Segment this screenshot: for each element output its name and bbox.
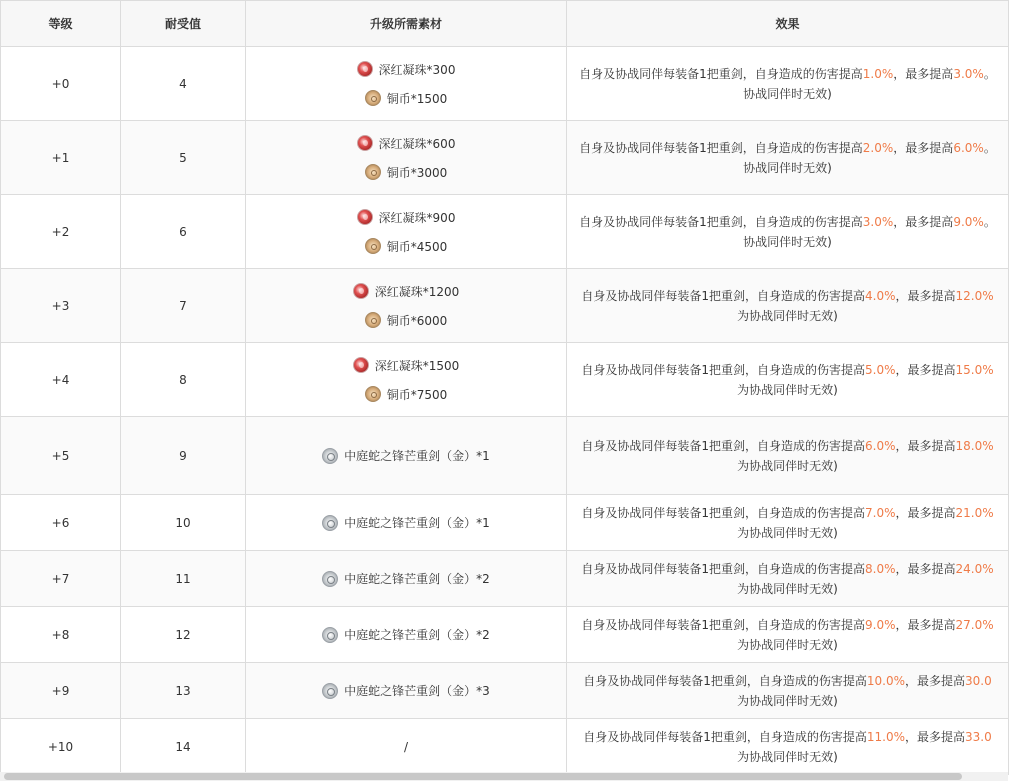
effect-max-value: 3.0% (953, 66, 984, 81)
material-label: 铜币*1500 (386, 91, 448, 106)
effect-max-value: 9.0% (953, 214, 984, 229)
material-label: 中庭蛇之锋芒重剑（金）*2 (344, 628, 490, 642)
level-cell: +3 (1, 269, 121, 343)
effect-text: 自身及协战同伴每装备1把重剑，自身造成的伤害提高 (583, 729, 867, 744)
effect-text: 自身及协战同伴每装备1把重剑，自身造成的伤害提高 (581, 561, 865, 576)
silver-sword-icon (322, 683, 338, 699)
effect-text: ，最多提高 (895, 438, 956, 453)
silver-sword-icon (322, 448, 338, 464)
effect-line-2: 协战同伴时无效) (743, 160, 832, 175)
level-cell: +7 (1, 551, 121, 607)
effect-text: ，最多提高 (893, 66, 954, 81)
table-row (1, 607, 1009, 663)
table-row (1, 719, 1009, 775)
header-materials: 升级所需素材 (246, 1, 567, 47)
material-item (250, 564, 562, 593)
header-tolerance: 耐受值 (121, 1, 246, 47)
effect-text: 自身及协战同伴每装备1把重剑，自身造成的伤害提高 (583, 673, 867, 688)
effect-text: ，最多提高 (895, 362, 956, 377)
materials-cell (246, 195, 567, 269)
effect-cell (567, 663, 1009, 719)
effect-cell (567, 343, 1009, 417)
material-item (250, 84, 562, 113)
effect-cell (567, 495, 1009, 551)
effect-max-value: 21.0% (955, 505, 994, 520)
effect-line-1 (571, 615, 1004, 635)
table-row (1, 47, 1009, 121)
level-cell: +1 (1, 121, 121, 195)
level-cell: +4 (1, 343, 121, 417)
materials-cell (246, 551, 567, 607)
tolerance-cell: 6 (121, 195, 246, 269)
table-row (1, 417, 1009, 495)
effect-text: ，最多提高 (895, 561, 956, 576)
effect-text: 。 (983, 66, 996, 81)
level-cell: +8 (1, 607, 121, 663)
table-row (1, 495, 1009, 551)
effect-value: 7.0% (865, 505, 896, 520)
tolerance-cell: 11 (121, 551, 246, 607)
effect-cell (567, 719, 1009, 775)
crimson-orb-icon (353, 357, 369, 373)
effect-value: 3.0% (862, 214, 894, 229)
effect-text: ，最多提高 (895, 505, 956, 520)
effect-text: 自身及协战同伴每装备1把重剑，自身造成的伤害提高 (581, 288, 865, 303)
effect-line-1 (571, 727, 1004, 747)
copper-coin-icon (365, 90, 381, 106)
materials-cell (246, 47, 567, 121)
effect-value: 1.0% (862, 66, 894, 81)
effect-line-1 (571, 360, 1004, 380)
material-item (250, 232, 562, 261)
level-cell: +5 (1, 417, 121, 495)
effect-line-1 (571, 212, 1004, 232)
effect-max-value: 27.0% (955, 617, 994, 632)
header-level: 等级 (1, 1, 121, 47)
material-label: 深红凝珠*300 (378, 62, 456, 77)
effect-text: ，最多提高 (905, 729, 966, 744)
effect-value: 4.0% (865, 288, 896, 303)
materials-cell (246, 495, 567, 551)
effect-line-2: 为协战同伴时无效) (737, 749, 838, 764)
effect-line-2: 为协战同伴时无效) (737, 637, 838, 652)
effect-value: 8.0% (865, 561, 896, 576)
effect-text: 自身及协战同伴每装备1把重剑，自身造成的伤害提高 (581, 362, 865, 377)
level-cell: +6 (1, 495, 121, 551)
tolerance-cell: 9 (121, 417, 246, 495)
effect-line-1 (571, 671, 1004, 691)
effect-text: 自身及协战同伴每装备1把重剑，自身造成的伤害提高 (581, 505, 865, 520)
effect-value: 9.0% (865, 617, 896, 632)
effect-cell (567, 47, 1009, 121)
table-row (1, 551, 1009, 607)
material-label: 中庭蛇之锋芒重剑（金）*1 (344, 449, 490, 463)
horizontal-scrollbar[interactable] (0, 772, 1008, 781)
tolerance-cell: 12 (121, 607, 246, 663)
effect-max-value: 30.0 (965, 673, 992, 688)
effect-text: ，最多提高 (893, 214, 954, 229)
effect-value: 6.0% (865, 438, 896, 453)
material-label: 深红凝珠*900 (378, 210, 456, 225)
effect-max-value: 6.0% (953, 140, 984, 155)
crimson-orb-icon (357, 61, 373, 77)
silver-sword-icon (322, 571, 338, 587)
copper-coin-icon (365, 386, 381, 402)
effect-line-2: 为协战同伴时无效) (737, 382, 838, 397)
effect-cell (567, 607, 1009, 663)
effect-text: 自身及协战同伴每装备1把重剑，自身造成的伤害提高 (579, 214, 863, 229)
crimson-orb-icon (357, 209, 373, 225)
header-effect: 效果 (567, 1, 1009, 47)
material-label: 铜币*6000 (386, 313, 448, 328)
table-row (1, 663, 1009, 719)
table-row (1, 269, 1009, 343)
material-label: / (403, 739, 409, 754)
effect-text: ，最多提高 (893, 140, 954, 155)
effect-line-1 (571, 64, 1004, 84)
material-label: 中庭蛇之锋芒重剑（金）*3 (344, 684, 490, 698)
material-item (250, 129, 562, 158)
material-item (250, 158, 562, 187)
effect-cell (567, 417, 1009, 495)
effect-text: 自身及协战同伴每装备1把重剑，自身造成的伤害提高 (581, 438, 865, 453)
effect-line-1 (571, 138, 1004, 158)
table-row (1, 343, 1009, 417)
effect-line-1 (571, 559, 1004, 579)
effect-line-2: 为协战同伴时无效) (737, 581, 838, 596)
tolerance-cell: 13 (121, 663, 246, 719)
effect-line-1 (571, 436, 1004, 456)
effect-value: 11.0% (866, 729, 906, 744)
effect-max-value: 18.0% (955, 438, 994, 453)
effect-line-1 (571, 286, 1004, 306)
level-cell: +9 (1, 663, 121, 719)
effect-value: 10.0% (866, 673, 906, 688)
material-item (250, 351, 562, 380)
copper-coin-icon (365, 312, 381, 328)
tolerance-cell: 4 (121, 47, 246, 121)
effect-value: 2.0% (862, 140, 894, 155)
effect-cell (567, 195, 1009, 269)
level-cell: +2 (1, 195, 121, 269)
scrollbar-thumb[interactable] (4, 773, 962, 780)
tolerance-cell: 14 (121, 719, 246, 775)
effect-max-value: 15.0% (955, 362, 994, 377)
effect-line-2: 为协战同伴时无效) (737, 693, 838, 708)
materials-cell (246, 607, 567, 663)
effect-value: 5.0% (865, 362, 896, 377)
effect-text: 自身及协战同伴每装备1把重剑，自身造成的伤害提高 (579, 140, 863, 155)
effect-cell (567, 269, 1009, 343)
material-label: 中庭蛇之锋芒重剑（金）*1 (344, 516, 490, 530)
effect-text: 。 (983, 214, 996, 229)
crimson-orb-icon (353, 283, 369, 299)
effect-max-value: 33.0 (965, 729, 992, 744)
materials-cell (246, 663, 567, 719)
crimson-orb-icon (357, 135, 373, 151)
material-label: 深红凝珠*1500 (374, 358, 460, 373)
effect-line-2: 协战同伴时无效) (743, 234, 832, 249)
copper-coin-icon (365, 164, 381, 180)
effect-text: ，最多提高 (895, 288, 956, 303)
material-label: 铜币*4500 (386, 239, 448, 254)
materials-cell (246, 417, 567, 495)
materials-cell (246, 343, 567, 417)
effect-cell (567, 121, 1009, 195)
effect-text: 。 (983, 140, 996, 155)
material-label: 铜币*3000 (386, 165, 448, 180)
effect-max-value: 24.0% (955, 561, 994, 576)
tolerance-cell: 10 (121, 495, 246, 551)
material-label: 中庭蛇之锋芒重剑（金）*2 (344, 572, 490, 586)
effect-max-value: 12.0% (955, 288, 994, 303)
effect-line-1 (571, 503, 1004, 523)
effect-line-2: 为协战同伴时无效) (737, 458, 838, 473)
effect-text: 自身及协战同伴每装备1把重剑，自身造成的伤害提高 (581, 617, 865, 632)
material-item (250, 676, 562, 705)
material-item (250, 508, 562, 537)
material-label: 深红凝珠*1200 (374, 284, 460, 299)
material-item (250, 55, 562, 84)
copper-coin-icon (365, 238, 381, 254)
materials-cell (246, 719, 567, 775)
materials-cell (246, 121, 567, 195)
table-header-row (1, 1, 1009, 47)
material-item (250, 441, 562, 470)
material-item (250, 203, 562, 232)
effect-text: 自身及协战同伴每装备1把重剑，自身造成的伤害提高 (579, 66, 863, 81)
tolerance-cell: 5 (121, 121, 246, 195)
effect-text: ，最多提高 (895, 617, 956, 632)
material-item (250, 380, 562, 409)
material-item (250, 306, 562, 335)
tolerance-cell: 7 (121, 269, 246, 343)
material-item (250, 277, 562, 306)
material-item (250, 732, 562, 761)
level-cell: +10 (1, 719, 121, 775)
silver-sword-icon (322, 627, 338, 643)
silver-sword-icon (322, 515, 338, 531)
material-label: 铜币*7500 (386, 387, 448, 402)
table-row (1, 121, 1009, 195)
materials-cell (246, 269, 567, 343)
effect-line-2: 为协战同伴时无效) (737, 308, 838, 323)
effect-text: ，最多提高 (905, 673, 966, 688)
table-row (1, 195, 1009, 269)
material-item (250, 620, 562, 649)
effect-line-2: 协战同伴时无效) (743, 86, 832, 101)
tolerance-cell: 8 (121, 343, 246, 417)
effect-cell (567, 551, 1009, 607)
material-label: 深红凝珠*600 (378, 136, 456, 151)
effect-line-2: 为协战同伴时无效) (737, 525, 838, 540)
level-cell: +0 (1, 47, 121, 121)
